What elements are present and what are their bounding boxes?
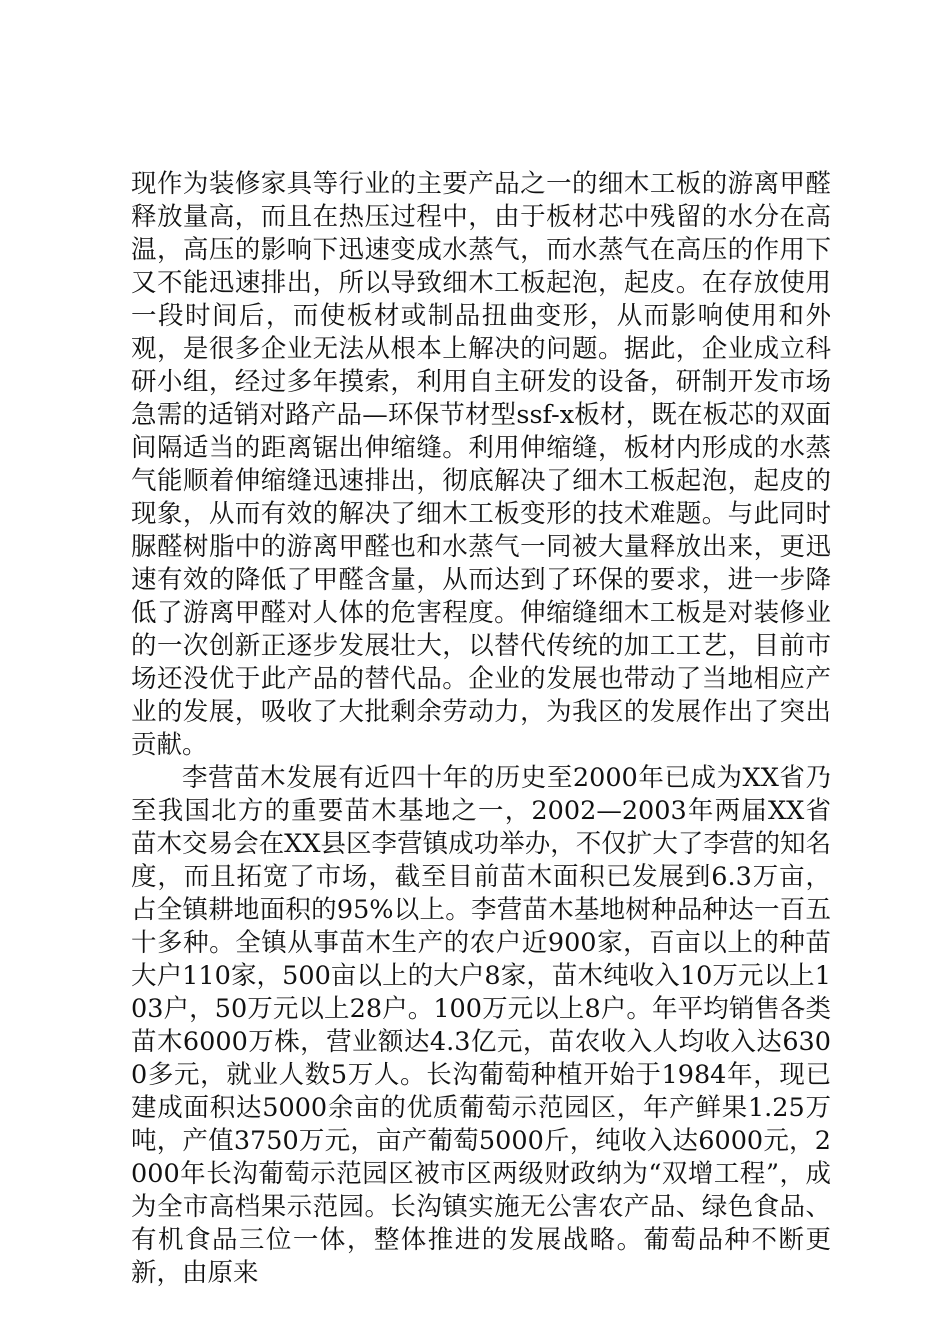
paragraph-nursery-grapes: 李营苗木发展有近四十年的历史至2000年已成为XX省乃至我国北方的重要苗木基地之一，2002—2003年两届XX省苗木交易会在XX县区李营镇成功举办，不仅扩大了李营的知名度，而且拓宽了市场，截至目前苗木面积已发展到6.3万亩，占全镇耕地面积的95%以上。李营苗木基地树种品种达一百五十多种。全镇从事苗木生产的农户近900家，百亩以上的种苗大户110家，500亩以上的大户8家，苗木纯收入10万元以上103户，50万元以上28户。100万元以上8户。年平均销售各类苗木6000万株，营业额达4.3亿元，苗农收入人均收入达6300多元，就业人数5万人。长沟葡萄种植开始于1984年，现已建成面积达5000余亩的优质葡萄示范园区，年产鲜果1.25万吨，产值3750万元，亩产葡萄5000斤，纯收入达6000元，2000年长沟葡萄示范园区被市区两级财政纳为“双增工程”，成为全市高档果示范园。长沟镇实施无公害农产品、绿色食品、有机食品三位一体，整体推进的发展战略。葡萄品种不断更新，由原来	[131, 763, 831, 1288]
paragraph-plywood: 现作为装修家具等行业的主要产品之一的细木工板的游离甲醛释放量高，而且在热压过程中，由于板材芯中残留的水分在高温，高压的影响下迅速变成水蒸气，而水蒸气在高压的作用下又不能迅速排出，所以导致细木工板起泡，起皮。在存放使用一段时间后，而使板材或制品扭曲变形，从而影响使用和外观，是很多企业无法从根本上解决的问题。据此，企业成立科研小组，经过多年摸索，利用自主研发的设备，研制开发市场急需的适销对路产品—环保节材型ssf-x板材，既在板芯的双面间隔适当的距离锯出伸缩缝。利用伸缩缝，板材内形成的水蒸气能顺着伸缩缝迅速排出，彻底解决了细木工板起泡，起皮的现象，从而有效的解决了细木工板变形的技术难题。与此同时脲醛树脂中的游离甲醛也和水蒸气一同被大量释放出来，更迅速有效的降低了甲醛含量，从而达到了环保的要求，进一步降低了游离甲醛对人体的危害程度。伸缩缝细木工板是对装修业的一次创新正逐步发展壮大，以替代传统的加工工艺，目前市场还没优于此产品的替代品。企业的发展也带动了当地相应产业的发展，吸收了大批剩余劳动力，为我区的发展作出了突出贡献。	[131, 169, 831, 760]
document-body	[131, 168, 831, 1290]
